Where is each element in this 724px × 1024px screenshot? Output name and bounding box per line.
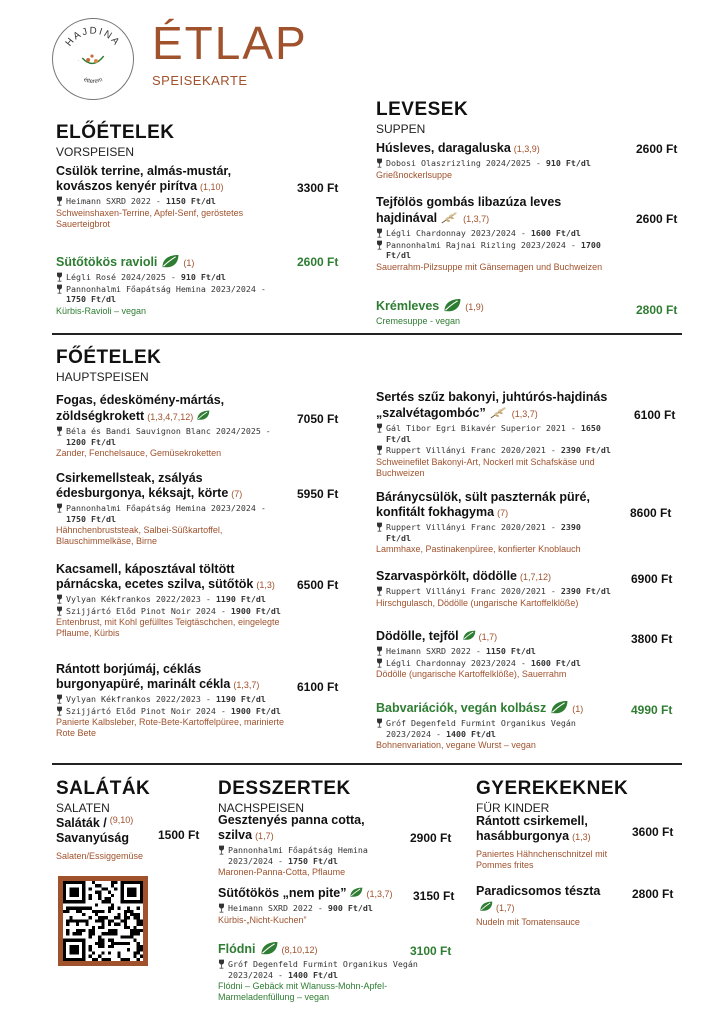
wine-glass-icon [56,706,63,716]
allergens: (9,10) [109,815,134,825]
price: 3800 Ft [631,632,673,646]
german-translation: Sauerrahm-Pilzsuppe mit Gänsemagen und Buchweizen [376,261,603,272]
restaurant-logo [52,18,134,100]
dish-name: Sütőtökös ravioli (1) [56,255,195,269]
german-translation: Zander, Fenchelsauce, Gemüsekroketten [56,448,222,458]
menu-item [376,141,621,181]
wine-pairing: Pannonhalmi Rajnai Rizling 2023/2024 - 1700 Ft/dl [376,240,606,261]
german-translation: Entenbrust, mit Kohl gefülltes Teigtäschchen, eingelegte Pflaume, Kürbis [56,617,280,638]
price: 7050 Ft [297,412,339,426]
price: 3100 Ft [410,944,452,958]
german-translation: Lammhaxe, Pastinakenpüree, konfierter Knoblauch [376,544,581,554]
price: 3150 Ft [413,889,455,903]
german-translation: Kürbis-„Nicht-Kuchen” [218,914,307,925]
section-title: SALÁTÁK [56,778,151,799]
section-subtitle: SUPPEN [376,122,426,136]
wine-pairing: Pannonhalmi Főapátság Hemina 2023/2024 - 1750 Ft/dl [56,503,286,524]
section-title: GYEREKEKNEK [476,778,629,799]
dish-name: Báránycsülök, sült paszternák püré, konfitált fokhagyma (7) [376,490,590,519]
german-translation: Schweinshaxen-Terrine, Apfel-Senf, geröstetes Sauerteigbrot [56,207,244,229]
svg-text:·: · [77,58,80,64]
dish-name: Flódni (8,10,12) [218,942,318,956]
allergens: (1,3,7) [463,214,490,224]
price: 3600 Ft [632,825,674,839]
dish-name: Sütőtökös „nem pite” (1,3,7) [218,886,393,900]
wine-glass-icon [376,228,383,238]
wine-pairing: Vylyan Kékfrankos 2022/2023 - 1190 Ft/dl [56,594,286,605]
wine-glass-icon [56,503,63,513]
dish-name: Paradicsomos tészta(1,7) [476,884,601,913]
section-title: DESSZERTEK [218,778,351,799]
german-translation: Nudeln mit Tomatensauce [476,917,580,927]
menu-item [218,941,418,1003]
german-translation: Dödölle (ungarische Kartoffelklöße), Sauerrahm [376,669,567,679]
allergens: (1) [183,258,195,268]
wine-pairing: Béla és Bandi Sauvignon Blanc 2024/2025 - 1200 Ft/dl [56,426,286,447]
price: 8600 Ft [630,506,672,520]
german-translation: Salaten/Essiggemüse [56,851,144,861]
wine-pairing: Szijjártó Előd Pinot Noir 2024 - 1900 Ft/dl [56,706,286,717]
allergens: (1,3,7) [233,680,260,690]
menu-item [376,490,606,555]
dish-name: Kacsamell, káposztával töltött párnácska, ecetes szilva, sütőtök (1,3) [56,562,275,591]
section-subtitle: VORSPEISEN [56,145,135,159]
german-translation: Flódni – Gebäck mit Wlanuss-Mohn-Apfel-Marmeladenfüllung – vegan [218,981,388,1002]
dish-name: Rántott csirkemell, hasábburgonya (1,3) [476,814,591,843]
section-header-desszertek [218,779,351,814]
german-translation: Paniertes Hähnchenschnitzel mit Pommes frites [476,849,608,870]
page-title: ÉTLAP [152,17,308,69]
menu-item [376,298,621,327]
price: 6900 Ft [631,572,673,586]
vegan-leaf-icon [462,628,476,643]
wine-glass-icon [376,522,383,532]
wine-pairing: Gál Tibor Egri Bikavér Superior 2021 - 1650 Ft/dl [376,423,621,444]
page-subtitle: SPEISEKARTE [152,73,248,88]
section-header-foetelek [56,348,161,383]
menu-item [376,700,626,751]
section-title: FŐÉTELEK [56,347,162,368]
wine-pairing: Gróf Degenfeld Furmint Organikus Vegán 2023/2024 - 1400 Ft/dl [218,959,418,980]
menu-item [376,390,621,479]
wine-glass-icon [376,423,383,433]
dish-name: Fogas, édeskömény-mártás, zöldségkrokett (1,3,4,7,12) [56,393,225,423]
wine-pairing: Légli Chardonnay 2023/2024 - 1600 Ft/dl [376,658,626,669]
wine-glass-icon [56,196,63,206]
dish-name: Tejfölös gombás libazúza leves hajdinával (1,3,7) [376,195,562,225]
wine-glass-icon [376,158,383,168]
vegan-leaf-icon [442,298,462,313]
wine-glass-icon [376,586,383,596]
section-title: LEVESEK [376,99,469,120]
german-translation: Cremesuppe - vegan [376,316,461,326]
allergens: (1,3) [256,580,275,590]
section-divider [52,333,682,335]
menu-item [56,393,286,459]
allergens: (1,7,12) [520,572,552,582]
allergens: (1) [572,704,584,714]
allergens: (1,7) [496,903,515,913]
menu-item [476,814,616,871]
dish-name: Saláták / $^{(9,10)}$ Savanyúság [56,815,134,845]
wine-pairing: Dobosi Olaszrizling 2024/2025 - 910 Ft/dl [376,158,621,169]
section-title: ELŐÉTELEK [56,122,175,143]
price: 2600 Ft [297,255,339,269]
svg-text:étterem: étterem [82,76,104,85]
price: 2800 Ft [636,303,678,317]
dish-name: Húsleves, daragaluska (1,3,9) [376,141,540,155]
allergens: (1,3,7) [511,409,538,419]
wine-pairing: Ruppert Villányi Franc 2020/2021 - 2390 Ft/dl [376,445,621,456]
wine-pairing: Heimann SXRD 2022 - 1150 Ft/dl [376,646,626,657]
vegan-leaf-icon [349,885,363,900]
wine-pairing: Ruppert Villányi Franc 2020/2021 - 2390 Ft/dl [376,586,626,597]
german-translation: Schweinefilet Bakonyi-Art, Nockerl mit Schafskäse und Buchweizen [376,456,595,478]
wine-pairing: Gróf Degenfeld Furmint Organikus Vegán 2023/2024 - 1400 Ft/dl [376,718,626,739]
wine-glass-icon [218,959,225,969]
vegan-leaf-icon [160,254,180,269]
allergens: (7) [497,508,509,518]
buckwheat-icon [440,210,460,225]
allergens: (1,7) [255,831,274,841]
allergens: (1,3,7) [366,889,393,899]
allergens: (7) [231,489,243,499]
wine-glass-icon [376,658,383,668]
vegan-leaf-icon [196,408,210,423]
price: 5950 Ft [297,487,339,501]
menu-item [376,569,626,609]
dish-name: Csirkemellsteak, zsályás édesburgonya, kéksajt, körte (7) [56,471,243,500]
german-translation: Panierte Kalbsleber, Rote-Bete-Kartoffelpüree, marinierte Rote Bete [56,717,284,738]
vegan-leaf-icon [549,700,569,715]
price: 2600 Ft [636,212,678,226]
qr-code[interactable] [58,876,148,966]
section-header-gyerekeknek [476,779,628,814]
wine-glass-icon [56,606,63,616]
wine-glass-icon [56,284,63,294]
price: 2900 Ft [410,831,452,845]
german-translation: Hähnchenbruststeak, Salbei-Süßkartoffel, Blauschimmelkäse, Birne [56,525,223,546]
price: 1500 Ft [158,828,200,842]
wine-pairing: Pannonhalmi Főapátság Hemina 2023/2024 - 1750 Ft/dl [218,845,398,866]
section-header-levesek [376,100,468,135]
price: 2800 Ft [632,887,674,901]
menu-item [56,164,286,230]
vegan-leaf-icon [479,899,493,914]
allergens: (1,7) [478,632,498,642]
allergens: (1,3,4,7,12) [147,412,194,422]
section-subtitle: SALATEN [56,801,110,815]
german-translation: Maronen-Panna-Cotta, Pflaume [218,867,346,877]
wine-glass-icon [376,445,383,455]
svg-text:HAJDINA: HAJDINA [63,25,123,49]
wine-glass-icon [56,694,63,704]
price: 2600 Ft [636,142,678,156]
wine-pairing: Pannonhalmi Főapátság Hemina 2023/2024 - 1750 Ft/dl [56,284,286,305]
allergens: (1,3,9) [513,144,540,154]
german-translation: Kürbis-Ravioli – vegan [56,305,147,316]
menu-item [218,813,398,878]
price: 6100 Ft [634,408,676,422]
menu-item [218,885,413,926]
dish-name: Gesztenyés panna cotta, szilva (1,7) [218,813,365,842]
section-subtitle: NACHSPEISEN [218,801,305,815]
menu-item [56,254,286,317]
dish-name: Dödölle, tejföl (1,7) [376,629,498,643]
price: 6500 Ft [297,578,339,592]
allergens: (8,10,12) [281,945,318,955]
menu-item [376,195,606,273]
wine-pairing: Légli Rosé 2024/2025 - 910 Ft/dl [56,272,286,283]
german-translation: Bohnenvariation, vegane Wurst – vegan [376,740,536,750]
section-subtitle: HAUPTSPEISEN [56,370,149,384]
german-translation: Grießnockerlsuppe [376,169,453,180]
wine-glass-icon [218,845,225,855]
dish-name: Csülök terrine, almás-mustár, kovászos kenyér pirítva (1,10) [56,164,232,193]
menu-item [476,884,616,928]
german-translation: Hirschgulasch, Dödölle (ungarische Kartoffelklöße) [376,597,579,608]
wine-glass-icon [56,426,63,436]
allergens: (1,3) [572,832,591,842]
section-subtitle: FÜR KINDER [476,801,550,815]
wine-pairing: Légli Chardonnay 2023/2024 - 1600 Ft/dl [376,228,606,239]
wine-glass-icon [218,903,225,913]
wine-pairing: Szijjártó Előd Pinot Noir 2024 - 1900 Ft/dl [56,606,286,617]
allergens: (1,10) [200,182,224,192]
wine-pairing: Heimann SXRD 2022 - 1150 Ft/dl [56,196,286,207]
section-header-eloetelek [56,123,175,158]
vegan-leaf-icon [259,941,279,956]
price: 4990 Ft [631,703,673,717]
buckwheat-icon [489,405,509,420]
wine-glass-icon [376,240,383,250]
dish-name: Szarvaspörkölt, dödölle (1,7,12) [376,569,552,583]
dish-name: Krémleves (1,9) [376,299,484,313]
dish-name: Rántott borjúmáj, céklás burgonyapüré, marinált cékla (1,3,7) [56,662,260,691]
price: 3300 Ft [297,181,339,195]
section-divider [52,763,682,765]
menu-item [376,628,626,680]
wine-glass-icon [376,646,383,656]
section-header-salatak [56,779,150,814]
wine-glass-icon [376,718,383,728]
wine-glass-icon [56,594,63,604]
dish-name: Sertés szűz bakonyi, juhtúrós-hajdinás „szalvétagombóc” (1,3,7) [376,390,608,420]
menu-item [56,471,286,547]
wine-glass-icon [56,272,63,282]
wine-pairing: Heimann SXRD 2022 - 900 Ft/dl [218,903,413,914]
allergens: (1,9) [465,302,484,312]
qr-code-image [63,881,143,961]
menu-item [56,662,286,739]
dish-name: Babvariációk, vegán kolbász (1) [376,701,584,715]
wine-pairing: Vylyan Kékfrankos 2022/2023 - 1190 Ft/dl [56,694,286,705]
wine-pairing: Ruppert Villányi Franc 2020/2021 - 2390 Ft/dl [376,522,606,543]
menu-item [56,562,286,639]
price: 6100 Ft [297,680,339,694]
